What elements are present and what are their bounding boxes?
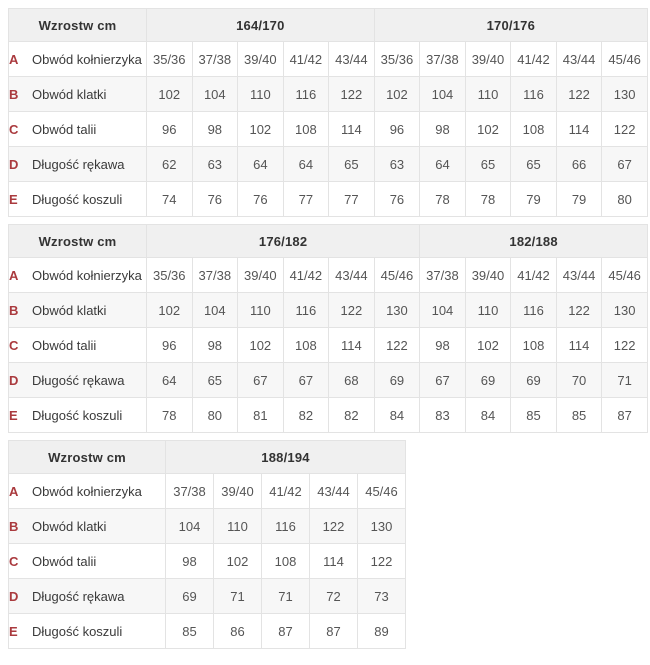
size-value-cell: 82 [283, 398, 329, 433]
size-value-cell: 96 [147, 328, 193, 363]
size-value-cell: 86 [214, 614, 262, 649]
size-value-cell: 102 [238, 328, 284, 363]
size-value-cell: 122 [329, 293, 375, 328]
size-value-cell: 122 [556, 293, 602, 328]
size-value-cell: 62 [147, 147, 193, 182]
height-group-header: 182/188 [420, 225, 648, 258]
size-value-cell: 130 [602, 293, 648, 328]
row-label: Obwód klatki [32, 302, 107, 318]
size-value-cell: 114 [329, 112, 375, 147]
size-value-cell: 71 [262, 579, 310, 614]
size-value-cell: 67 [602, 147, 648, 182]
size-value-cell: 98 [192, 112, 238, 147]
size-value-cell: 116 [283, 293, 329, 328]
size-value-cell: 114 [556, 328, 602, 363]
size-value-cell: 102 [465, 328, 511, 363]
row-letter: B [9, 518, 19, 534]
height-group-header: 188/194 [166, 441, 406, 474]
measurement-label-cell [9, 363, 147, 398]
size-value-cell: 87 [602, 398, 648, 433]
size-value-cell: 85 [511, 398, 557, 433]
size-value-cell: 78 [465, 182, 511, 217]
size-value-cell: 79 [511, 182, 557, 217]
size-value-cell: 64 [238, 147, 284, 182]
size-value-cell: 67 [238, 363, 284, 398]
size-value-cell: 39/40 [465, 258, 511, 293]
size-row-E [9, 614, 406, 649]
size-value-cell: 65 [192, 363, 238, 398]
size-value-cell: 108 [283, 112, 329, 147]
size-value-cell: 39/40 [465, 42, 511, 77]
size-value-cell: 63 [374, 147, 420, 182]
header-row [9, 225, 648, 258]
measurement-label-cell [9, 398, 147, 433]
size-value-cell: 43/44 [556, 258, 602, 293]
size-value-cell: 68 [329, 363, 375, 398]
measurement-label-cell [9, 112, 147, 147]
measurement-label-cell [9, 474, 166, 509]
row-letter: B [9, 302, 19, 318]
size-value-cell: 116 [283, 77, 329, 112]
size-value-cell: 130 [374, 293, 420, 328]
size-value-cell: 37/38 [192, 258, 238, 293]
size-value-cell: 85 [556, 398, 602, 433]
size-value-cell: 98 [166, 544, 214, 579]
row-label: Długość koszuli [32, 623, 123, 639]
size-value-cell: 122 [602, 328, 648, 363]
row-label: Obwód kołnierzyka [32, 267, 142, 283]
size-value-cell: 45/46 [374, 258, 420, 293]
size-value-cell: 96 [374, 112, 420, 147]
size-value-cell: 64 [420, 147, 466, 182]
height-label-header: Wzrostw cm [9, 9, 147, 42]
measurement-label-cell [9, 77, 147, 112]
size-value-cell: 122 [358, 544, 406, 579]
size-value-cell: 130 [358, 509, 406, 544]
row-letter: D [9, 156, 19, 172]
size-value-cell: 43/44 [556, 42, 602, 77]
header-row [9, 441, 406, 474]
size-value-cell: 85 [166, 614, 214, 649]
size-value-cell: 43/44 [329, 42, 375, 77]
row-letter: C [9, 121, 19, 137]
size-value-cell: 79 [556, 182, 602, 217]
size-value-cell: 82 [329, 398, 375, 433]
size-value-cell: 122 [556, 77, 602, 112]
row-letter: E [9, 407, 18, 423]
size-value-cell: 69 [166, 579, 214, 614]
size-value-cell: 35/36 [374, 42, 420, 77]
size-value-cell: 37/38 [192, 42, 238, 77]
size-value-cell: 108 [283, 328, 329, 363]
size-value-cell: 69 [465, 363, 511, 398]
size-value-cell: 122 [310, 509, 358, 544]
size-row-B [9, 293, 648, 328]
size-table-164-176 [8, 8, 648, 217]
size-value-cell: 89 [358, 614, 406, 649]
measurement-label-cell [9, 293, 147, 328]
size-value-cell: 39/40 [214, 474, 262, 509]
size-value-cell: 41/42 [511, 42, 557, 77]
size-value-cell: 84 [465, 398, 511, 433]
size-value-cell: 102 [238, 112, 284, 147]
size-value-cell: 64 [147, 363, 193, 398]
size-value-cell: 122 [602, 112, 648, 147]
size-value-cell: 67 [283, 363, 329, 398]
height-group-header: 170/176 [374, 9, 647, 42]
row-letter: D [9, 588, 19, 604]
measurement-label-cell [9, 509, 166, 544]
size-value-cell: 102 [214, 544, 262, 579]
row-letter: B [9, 86, 19, 102]
size-value-cell: 73 [358, 579, 406, 614]
size-value-cell: 104 [192, 77, 238, 112]
height-label-header: Wzrostw cm [9, 225, 147, 258]
size-value-cell: 72 [310, 579, 358, 614]
size-value-cell: 41/42 [511, 258, 557, 293]
size-row-E [9, 182, 648, 217]
row-letter: C [9, 337, 19, 353]
measurement-label-cell [9, 544, 166, 579]
measurement-label-cell [9, 258, 147, 293]
size-value-cell: 71 [214, 579, 262, 614]
size-row-C [9, 544, 406, 579]
size-value-cell: 87 [310, 614, 358, 649]
size-value-cell: 77 [283, 182, 329, 217]
row-letter: A [9, 483, 19, 499]
size-value-cell: 98 [420, 328, 466, 363]
row-label: Obwód klatki [32, 86, 107, 102]
height-label-header: Wzrostw cm [9, 441, 166, 474]
size-value-cell: 37/38 [166, 474, 214, 509]
row-label: Długość rękawa [32, 588, 125, 604]
row-label: Obwód talii [32, 337, 97, 353]
size-value-cell: 122 [329, 77, 375, 112]
measurement-label-cell [9, 328, 147, 363]
size-value-cell: 78 [147, 398, 193, 433]
measurement-label-cell [9, 579, 166, 614]
size-row-D [9, 579, 406, 614]
row-letter: E [9, 191, 18, 207]
size-value-cell: 114 [556, 112, 602, 147]
size-row-B [9, 77, 648, 112]
size-value-cell: 102 [147, 293, 193, 328]
row-letter: D [9, 372, 19, 388]
size-value-cell: 110 [238, 293, 284, 328]
height-group-header: 164/170 [147, 9, 375, 42]
size-row-A [9, 42, 648, 77]
size-value-cell: 87 [262, 614, 310, 649]
size-value-cell: 80 [602, 182, 648, 217]
size-value-cell: 110 [465, 77, 511, 112]
size-value-cell: 110 [238, 77, 284, 112]
size-row-C [9, 328, 648, 363]
size-value-cell: 69 [374, 363, 420, 398]
size-value-cell: 81 [238, 398, 284, 433]
size-value-cell: 74 [147, 182, 193, 217]
size-row-E [9, 398, 648, 433]
size-value-cell: 104 [192, 293, 238, 328]
size-value-cell: 37/38 [420, 42, 466, 77]
row-letter: E [9, 623, 18, 639]
size-value-cell: 43/44 [329, 258, 375, 293]
row-label: Obwód talii [32, 553, 97, 569]
size-row-A [9, 258, 648, 293]
row-label: Długość koszuli [32, 191, 123, 207]
size-value-cell: 41/42 [262, 474, 310, 509]
measurement-label-cell [9, 147, 147, 182]
size-value-cell: 116 [511, 77, 557, 112]
size-value-cell: 65 [465, 147, 511, 182]
size-value-cell: 71 [602, 363, 648, 398]
size-row-B [9, 509, 406, 544]
size-value-cell: 104 [420, 77, 466, 112]
row-letter: A [9, 267, 19, 283]
size-value-cell: 130 [602, 77, 648, 112]
size-value-cell: 116 [262, 509, 310, 544]
size-value-cell: 110 [214, 509, 262, 544]
size-value-cell: 41/42 [283, 42, 329, 77]
measurement-label-cell [9, 42, 147, 77]
size-table-188-194 [8, 440, 406, 649]
row-letter: A [9, 51, 19, 67]
size-value-cell: 37/38 [420, 258, 466, 293]
size-value-cell: 76 [238, 182, 284, 217]
size-value-cell: 45/46 [602, 258, 648, 293]
size-value-cell: 45/46 [358, 474, 406, 509]
size-value-cell: 78 [420, 182, 466, 217]
size-value-cell: 102 [147, 77, 193, 112]
row-letter: C [9, 553, 19, 569]
size-value-cell: 39/40 [238, 258, 284, 293]
size-value-cell: 80 [192, 398, 238, 433]
size-value-cell: 64 [283, 147, 329, 182]
measurement-label-cell [9, 614, 166, 649]
row-label: Obwód talii [32, 121, 97, 137]
size-value-cell: 45/46 [602, 42, 648, 77]
size-value-cell: 116 [511, 293, 557, 328]
row-label: Obwód kołnierzyka [32, 483, 142, 499]
size-value-cell: 104 [420, 293, 466, 328]
size-value-cell: 63 [192, 147, 238, 182]
size-value-cell: 41/42 [283, 258, 329, 293]
size-value-cell: 83 [420, 398, 466, 433]
size-row-C [9, 112, 648, 147]
row-label: Długość koszuli [32, 407, 123, 423]
row-label: Długość rękawa [32, 156, 125, 172]
size-value-cell: 35/36 [147, 42, 193, 77]
size-value-cell: 65 [511, 147, 557, 182]
size-value-cell: 108 [511, 328, 557, 363]
size-value-cell: 70 [556, 363, 602, 398]
header-row [9, 9, 648, 42]
row-label: Obwód kołnierzyka [32, 51, 142, 67]
measurement-label-cell [9, 182, 147, 217]
size-value-cell: 96 [147, 112, 193, 147]
size-value-cell: 67 [420, 363, 466, 398]
size-value-cell: 122 [374, 328, 420, 363]
size-row-D [9, 363, 648, 398]
height-group-header: 176/182 [147, 225, 420, 258]
size-value-cell: 102 [374, 77, 420, 112]
size-value-cell: 69 [511, 363, 557, 398]
size-value-cell: 84 [374, 398, 420, 433]
size-value-cell: 104 [166, 509, 214, 544]
size-value-cell: 98 [420, 112, 466, 147]
size-value-cell: 39/40 [238, 42, 284, 77]
size-row-A [9, 474, 406, 509]
size-value-cell: 102 [465, 112, 511, 147]
size-value-cell: 66 [556, 147, 602, 182]
size-value-cell: 98 [192, 328, 238, 363]
size-value-cell: 108 [262, 544, 310, 579]
size-value-cell: 114 [310, 544, 358, 579]
size-value-cell: 65 [329, 147, 375, 182]
size-value-cell: 114 [329, 328, 375, 363]
size-row-D [9, 147, 648, 182]
size-value-cell: 108 [511, 112, 557, 147]
size-value-cell: 35/36 [147, 258, 193, 293]
row-label: Długość rękawa [32, 372, 125, 388]
row-label: Obwód klatki [32, 518, 107, 534]
size-value-cell: 76 [374, 182, 420, 217]
size-value-cell: 77 [329, 182, 375, 217]
size-value-cell: 110 [465, 293, 511, 328]
size-value-cell: 43/44 [310, 474, 358, 509]
size-value-cell: 76 [192, 182, 238, 217]
size-table-176-188 [8, 224, 648, 433]
